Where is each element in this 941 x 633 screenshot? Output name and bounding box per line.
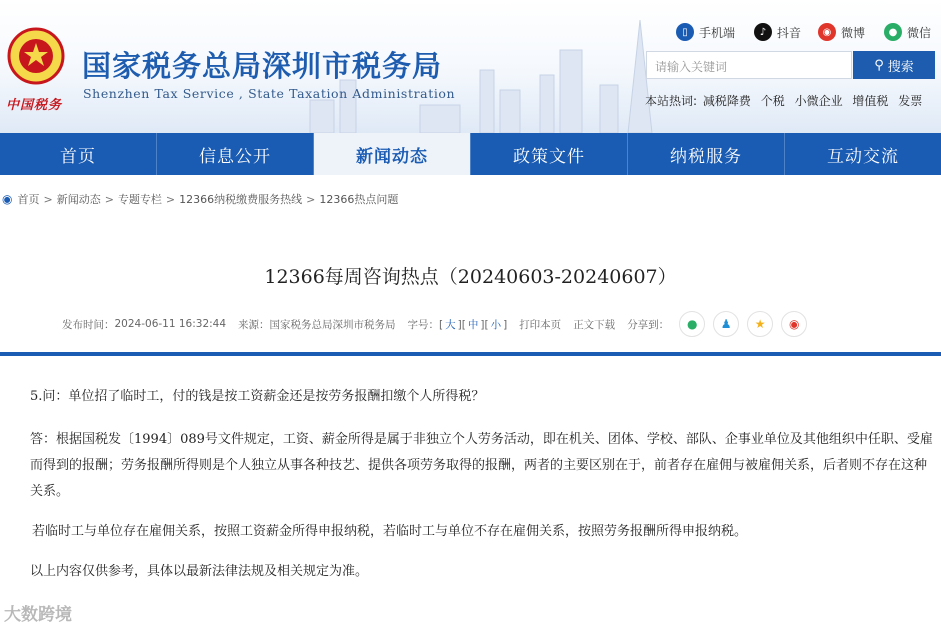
font-size-large-button[interactable]: [ 大 ] [439,318,462,331]
nav-item-tax-service[interactable]: 纳税服务 [628,133,785,175]
font-size-large-label: 大 [445,318,456,331]
tax-emblem-logo [6,26,66,86]
hot-word-link[interactable]: 减税降费 [702,94,751,108]
search-input[interactable]: 请输入关键词 [646,51,852,79]
share-label: 分享到： [627,318,670,331]
weibo-icon: ◉ [818,23,836,41]
slogan-logo-text: 中国税务 [6,98,63,113]
social-mobile-label: 手机端 [699,25,736,40]
social-douyin-link[interactable] [754,22,801,42]
mobile-icon: ▯ [676,23,694,41]
nav-item-policy[interactable]: 政策文件 [471,133,628,175]
print-button[interactable]: 打印本页 [519,318,562,331]
social-mobile-link[interactable] [676,22,735,42]
search-icon: ⚲ [874,57,884,73]
font-size-medium-label: 中 [467,318,479,331]
font-size-small-label: 小 [490,318,502,331]
breadcrumb [0,190,398,208]
breadcrumb-item[interactable]: 新闻动态 [56,193,101,206]
breadcrumb-separator: > [306,192,316,206]
hot-word-link[interactable]: 增值税 [852,94,889,108]
site-title[interactable]: 国家税务总局深圳市税务局 [82,49,443,83]
publish-time-label: 发布时间： [62,318,115,331]
nav-item-interaction[interactable]: 互动交流 [827,146,899,167]
social-douyin-label: 抖音 [777,25,802,40]
weibo-share-icon[interactable]: ◉ [781,311,807,337]
font-size-small-button[interactable]: [ 小 ] [484,318,508,331]
breadcrumb-item[interactable]: 首页 [17,193,40,206]
hot-words [645,92,928,109]
source: 国家税务总局深圳市税务局 [269,318,396,331]
qzone-share-icon[interactable]: ★ [747,311,773,337]
article-body [30,384,936,599]
wechat-share-icon[interactable]: ● [679,311,705,337]
breadcrumb-item[interactable]: 12366纳税缴费服务热线 [179,193,303,206]
hot-words-label: 本站热词: [645,94,698,108]
qq-share-icon[interactable]: ♟ [713,311,739,337]
question-text: 5.问：单位招了临时工，付的钱是按工资薪金还是按劳务报酬扣缴个人所得税？ [30,389,485,404]
breadcrumb-separator: > [43,192,53,206]
article-title: 12366每周咨询热点（20240603-20240607） [264,266,677,288]
wechat-icon: ● [884,23,902,41]
breadcrumb-separator: > [104,192,114,206]
main-nav [0,133,941,175]
breadcrumb-item[interactable]: 专题专栏 [117,193,162,206]
hot-word-link[interactable]: 个税 [760,94,785,108]
location-icon: ◉ [2,192,13,206]
social-wechat-link[interactable] [884,22,931,42]
download-button[interactable]: 正文下载 [573,318,616,331]
font-size-label: 字号： [407,318,440,331]
breadcrumb-item[interactable]: 12366热点问题 [319,193,399,206]
breadcrumb-separator: > [165,192,176,206]
paragraph-2: 若临时工与单位存在雇佣关系，按照工资薪金所得申报纳税，若临时工与单位不存在雇佣关系，按照劳务报酬所得申报纳税。 [32,524,748,539]
watermark: 大数跨境 [4,605,72,625]
hot-word-link[interactable]: 发票 [898,94,923,108]
publish-time: 2024-06-11 16:32:44 [114,318,227,330]
paragraph-3: 以上内容仅供参考，具体以最新法律法规及相关规定为准。 [30,564,369,579]
content-divider [0,352,941,356]
search-button-label: 搜索 [887,59,914,75]
social-weibo-label: 微博 [841,25,866,40]
hot-word-link[interactable]: 小微企业 [794,94,843,108]
site-header [0,0,941,133]
article-meta [62,311,815,337]
font-size-medium-button[interactable]: [ 中 ] [461,318,485,331]
site-subtitle: Shenzhen Tax Service , State Taxation Administration [83,86,456,101]
nav-item-news[interactable]: 新闻动态 [314,133,471,175]
douyin-icon: ♪ [754,23,772,41]
social-weibo-link[interactable] [818,22,865,42]
social-wechat-label: 微信 [907,25,932,40]
nav-item-home[interactable]: 首页 [0,133,157,175]
search-button[interactable] [853,51,935,79]
source-label: 来源： [238,318,270,331]
nav-item-info-disclosure[interactable]: 信息公开 [157,133,314,175]
answer-text: 答：根据国税发〔1994〕089号文件规定，工资、薪金所得是属于非独立个人劳务活动，即在机关、团体、学校、部队、企事业单位及其他组织中任职、受雇而得到的报酬；劳务报酬所得则是个人独立从事各种技艺、提供各项劳务取得的报酬，两者的主要区别在于，前者存在雇佣与被雇佣关系，后者则不存在这种关系。 [30,432,933,499]
